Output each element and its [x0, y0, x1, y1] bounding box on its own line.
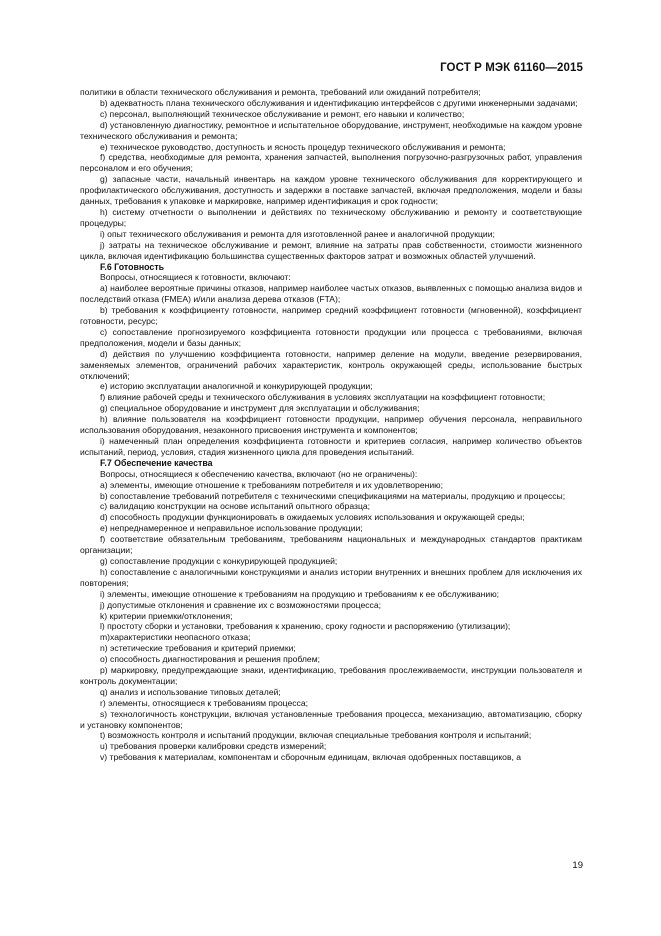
list-item: k) критерии приемки/отклонения;	[100, 610, 233, 621]
list-item: i) элементы, имеющие отношение к требованиям на продукцию и требованиям к ее обслуживанию;	[100, 588, 500, 599]
paragraph: Вопросы, относящиеся к обеспечению качества, включают (но не ограничены):	[100, 468, 418, 479]
list-item: q) анализ и использование типовых деталей;	[100, 686, 281, 697]
list-item: h) влияние пользователя на коэффициент готовности продукции, например обучения персонала, неправильного использования оборудования, незаконного присвоения инструмента и компонентов;	[80, 414, 582, 436]
page-number: 19	[572, 860, 583, 871]
list-item: d) способность продукции функционировать в ожидаемых условиях использования и окружающей среды;	[100, 512, 525, 523]
list-item: f) соответствие обязательным требованиям, требованиям национальных и международных стандартов практикам организации;	[80, 534, 582, 556]
list-item: j) затраты на техническое обслуживание и ремонт, влияние на затраты прав собственности, стоимости жизненного цикла, включая идентификацию большинства существенных факторов затрат и возможных областей улучшений.	[80, 239, 582, 261]
list-item: b) требования к коэффициенту готовности, например средний коэффициент готовности (мгновенной), коэффициент готовности, ресурс;	[80, 305, 582, 327]
list-item: n) эстетические требования и критерий приемки;	[100, 643, 296, 654]
list-item: m)характеристики неопасного отказа;	[100, 632, 251, 643]
list-item: a) наиболее вероятные причины отказов, например наиболее частых отказов, выявленных с помощью анализа видов и последствий отказа (FMEA) и/или анализа дерева отказов (FTA);	[80, 283, 582, 305]
list-item: h) систему отчетности о выполнении и действиях по техническому обслуживанию и ремонту и соответствующие процедуры;	[80, 206, 582, 228]
list-item: g) специальное оборудование и инструмент для эксплуатации и обслуживания;	[100, 403, 420, 414]
list-item: l) простоту сборки и установки, требования к хранению, сроку годности и распоряжению (утилизации);	[100, 621, 511, 632]
list-item: d) действия по улучшению коэффициента готовности, например деление на модули, введение резервирования, заменяемых элементов, ограничений рабочих характеристик, контроль окружающей среды, использование быстрых отключений;	[80, 348, 582, 381]
list-item: g) сопоставление продукции с конкурирующей продукцией;	[100, 555, 338, 566]
list-item: u) требования проверки калибровки средств измерений;	[100, 741, 327, 752]
list-item: f) средства, необходимые для ремонта, хранения запчастей, выполнения погрузочно-разгрузочных работ, управления персоналом и его обучения;	[80, 152, 582, 174]
list-item: c) персонал, выполняющий техническое обслуживание и ремонт, его навыки и количество;	[100, 108, 465, 119]
list-item: v) требования к материалам, компонентам и сборочным единицам, включая одобренных поставщиков, а	[100, 752, 522, 763]
section-heading-f6: F.6 Готовность	[100, 261, 165, 272]
document-body	[80, 87, 582, 763]
list-item: e) техническое руководство, доступность и ясность процедур технического обслуживания и ремонта;	[100, 141, 506, 152]
list-item: c) валидацию конструкции на основе испытаний опытного образца;	[100, 501, 371, 512]
paragraph: политики в области технического обслуживания и ремонта, требований или ожиданий потребителя;	[80, 87, 481, 97]
list-item: e) непреднамеренное и неправильное использование продукции;	[100, 523, 363, 534]
list-item: t) возможность контроля и испытаний продукции, включая специальные требования контроля и испытаний;	[100, 730, 532, 741]
list-item: i) опыт технического обслуживания и ремонта для изготовленной ранее и аналогичной продукции;	[100, 228, 495, 239]
list-item: c) сопоставление прогнозируемого коэффициента готовности продукции или процесса с требованиями, включая предположения, модели и базы данных;	[80, 326, 582, 348]
paragraph: Вопросы, относящиеся к готовности, включают:	[100, 272, 291, 283]
list-item: b) сопоставление требований потребителя с техническими спецификациями на материалы, продукцию и процессы;	[100, 490, 566, 501]
list-item: o) способность диагностирования и решения проблем;	[100, 654, 321, 665]
list-item: s) технологичность конструкции, включая установленные требования процесса, механизацию, автоматизацию, сборку и установку компонентов;	[80, 708, 582, 730]
list-item: g) запасные части, начальный инвентарь на каждом уровне технического обслуживания для корректирующего и профилактического обслуживания, доступность и задержки в поставке запчастей, включая предположения, модели и базы данных, требования к упаковке и маркировке, например идентификация и срок годности;	[80, 174, 582, 207]
list-item: f) влияние рабочей среды и технического обслуживания в условиях эксплуатации на коэффициент готовности;	[100, 392, 546, 403]
list-item: b) адекватность плана технического обслуживания и идентификацию интерфейсов с другими инженерными задачами;	[100, 97, 578, 108]
list-item: j) допустимые отклонения и сравнение их с возможностями процесса;	[100, 599, 382, 610]
list-item: d) установленную диагностику, ремонтное и испытательное оборудование, инструмент, необходимые на каждом уровне технического обслуживания и ремонта;	[80, 119, 582, 141]
list-item: a) элементы, имеющие отношение к требованиям потребителя и их удовлетворению;	[100, 479, 443, 490]
list-item: h) сопоставление с аналогичными конструкциями и анализ истории внутренних и внешних проблем для исключения их повторения;	[80, 566, 582, 588]
section-heading-f7: F.7 Обеспечение качества	[100, 457, 213, 468]
list-item: r) элементы, относящиеся к требованиям процесса;	[100, 697, 308, 708]
document-header-title: ГОСТ Р МЭК 61160—2015	[440, 62, 583, 74]
list-item: e) историю эксплуатации аналогичной и конкурирующей продукции;	[100, 381, 373, 392]
list-item: i) намеченный план определения коэффициента готовности и критериев согласия, например количество объектов испытаний, период, условия, стадия жизненного цикла для проведения испытаний.	[80, 436, 582, 457]
list-item: p) маркировку, предупреждающие знаки, идентификацию, требования прослеживаемости, инструкции пользователя и контроль документации;	[80, 665, 582, 686]
